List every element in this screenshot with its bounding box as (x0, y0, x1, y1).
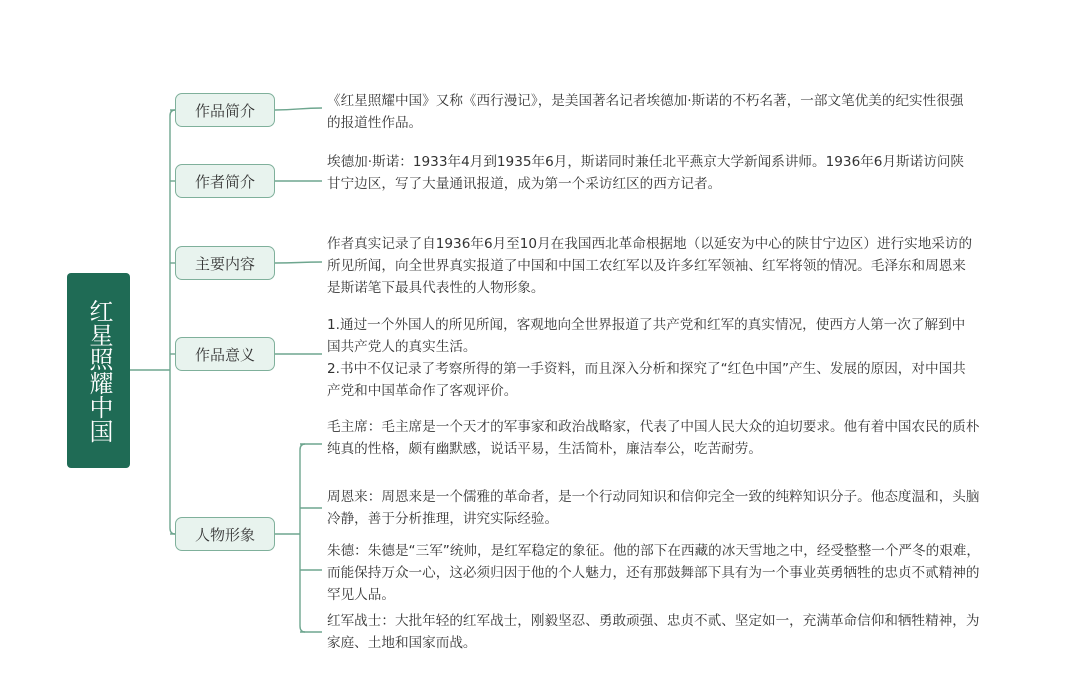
significance-point-1: 1.通过一个外国人的所见所闻，客观地向全世界报道了共产党和红军的真实情况，使西方人第一次了解到中国共产党人的真实生活。 (327, 317, 966, 355)
author-text (327, 151, 977, 195)
character-paragraph: 朱德：朱德是“三军”统帅，是红军稳定的象征。他的部下在西藏的冰天雪地之中，经受整整一个严冬的艰难，而能保持万众一心，这必须归因于他的个人魅力，还有那鼓舞部下具有为一个事业英勇牺牲的忠贞不贰精神的罕见人品。 (327, 543, 980, 603)
branch-node-author[interactable] (175, 164, 275, 198)
desc-connector-2 (275, 262, 322, 263)
character-zhu (327, 540, 982, 606)
root-title: 红星照耀中国 (85, 298, 113, 443)
author-paragraph: 埃德加·斯诺：1933年4月到1935年6月，斯诺同时兼任北平燕京大学新闻系讲师。1936年6月斯诺访问陕甘宁边区，写了大量通讯报道，成为第一个采访红区的西方记者。 (327, 154, 965, 192)
branch-label: 作品简介 (194, 101, 255, 120)
branch-node-significance[interactable] (175, 337, 275, 371)
character-mao (327, 416, 982, 460)
branch-label: 作者简介 (194, 172, 255, 191)
desc-connector-0 (275, 108, 322, 110)
intro-paragraph: 《红星照耀中国》又称《西行漫记》，是美国著名记者埃德加·斯诺的不朽名著，一部文笔优美的纪实性很强的报道性作品。 (327, 93, 964, 131)
content-paragraph: 作者真实记录了自1936年6月至10月在我国西北革命根据地（以延安为中心的陕甘宁边区）进行实地采访的所见所闻，向全世界真实报道了中国和中国工农红军以及许多红军领袖、红军将领的情况。毛泽东和周恩来是斯诺笔下最具代表性的人物形象。 (327, 236, 973, 296)
branch-label: 主要内容 (194, 254, 255, 273)
character-soldiers (327, 610, 982, 654)
character-zhou (327, 486, 982, 530)
root-node[interactable] (67, 273, 130, 468)
character-subtrunk (300, 444, 305, 632)
significance-text (327, 314, 977, 402)
branch-node-content[interactable] (175, 246, 275, 280)
character-paragraph: 毛主席：毛主席是一个天才的军事家和政治战略家，代表了中国人民大众的迫切要求。他有着中国农民的质朴纯真的性格，颇有幽默感，说话平易，生活简朴，廉洁奉公，吃苦耐劳。 (327, 419, 980, 457)
character-paragraph: 红军战士：大批年轻的红军战士，刚毅坚忍、勇敢顽强、忠贞不贰、坚定如一，充满革命信仰和牺牲精神，为家庭、土地和国家而战。 (327, 613, 980, 651)
significance-point-2: 2.书中不仅记录了考察所得的第一手资料，而且深入分析和探究了“红色中国”产生、发展的原因，对中国共产党和中国革命作了客观评价。 (327, 361, 966, 399)
branch-label: 人物形象 (194, 525, 255, 544)
intro-text (327, 90, 977, 134)
branch-label: 作品意义 (194, 345, 255, 364)
content-text (327, 233, 977, 299)
branch-node-intro[interactable] (175, 93, 275, 127)
branch-node-characters[interactable] (175, 517, 275, 551)
character-paragraph: 周恩来：周恩来是一个儒雅的革命者，是一个行动同知识和信仰完全一致的纯粹知识分子。他态度温和，头脑冷静，善于分析推理，讲究实际经验。 (327, 489, 980, 527)
